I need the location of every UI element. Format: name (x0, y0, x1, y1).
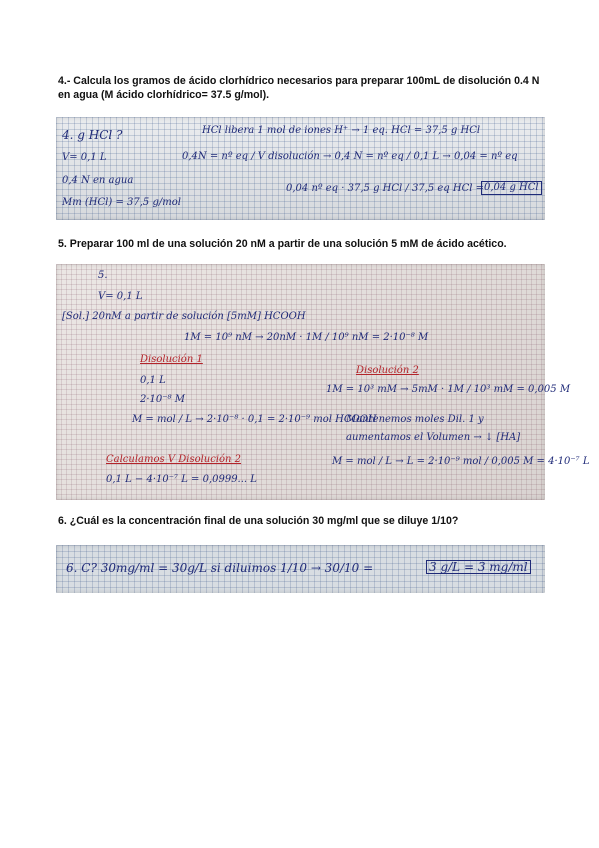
question-6: 6. ¿Cuál es la concentración final de una solución 30 mg/ml que se diluye 1/10? (58, 515, 459, 527)
question-5: 5. Preparar 100 ml de una solución 20 nM a partir de una solución 5 mM de ácido acético. (58, 238, 507, 250)
note-line: [Sol.] 20nM a partir de solución [5mM] HCOOH (62, 311, 306, 322)
note-line: Mantenemos moles Dil. 1 y (346, 414, 484, 425)
note-line: 0,04 nº eq · 37,5 g HCl / 37,5 eq HCl = (286, 183, 485, 194)
note-heading: Disolución 1 (140, 354, 203, 365)
handwritten-solution-4-photo (56, 117, 545, 220)
note-line: 2·10⁻⁸ M (140, 394, 185, 405)
note-line: M = mol / L → 2·10⁻⁸ · 0,1 = 2·10⁻⁹ mol HCOOH (132, 414, 377, 425)
note-line: 5. (98, 270, 108, 281)
note-heading: Disolución 2 (356, 365, 419, 376)
note-line: V= 0,1 L (62, 152, 107, 163)
note-line: 1M = 10³ mM → 5mM · 1M / 10³ mM = 0,005 M (326, 384, 571, 395)
handwritten-solution-6-photo (56, 545, 545, 593)
answer-box: 0,04 g HCl (481, 181, 542, 195)
note-line: 1M = 10⁹ nM → 20nM · 1M / 10⁹ nM = 2·10⁻⁸ M (184, 332, 429, 343)
note-line: 0,4N = nº eq / V disolución → 0,4 N = nº eq / 0,1 L → 0,04 = nº eq (182, 151, 518, 162)
note-line: 0,1 L − 4·10⁻⁷ L = 0,0999... L (106, 474, 257, 485)
handwritten-solution-5-photo (56, 264, 590, 500)
answer-box: 3 g/L = 3 mg/ml (426, 560, 531, 574)
note-heading: Calculamos V Disolución 2 (106, 454, 242, 465)
note-line: 4. g HCl ? (62, 128, 123, 142)
note-line: V= 0,1 L (98, 291, 143, 302)
note-line: 0,1 L (140, 375, 166, 386)
note-line: aumentamos el Volumen → ↓ [HA] (346, 432, 521, 443)
note-line: HCl libera 1 mol de iones H⁺ → 1 eq. HCl = 37,5 g HCl (202, 125, 481, 136)
question-4: 4.- Calcula los gramos de ácido clorhídrico necesarios para preparar 100mL de disolución 0.4 N en agua (M ácido clorhídrico= 37.5 g/mol). (58, 75, 540, 101)
note-line: Mm (HCl) = 37,5 g/mol (62, 197, 181, 208)
note-line: 6. C? 30mg/ml = 30g/L si diluimos 1/10 → 30/10 = (66, 561, 374, 575)
note-line: 0,4 N en agua (62, 175, 134, 186)
note-line: M = mol / L → L = 2·10⁻⁹ mol / 0,005 M = 4·10⁻⁷ L (332, 456, 590, 467)
